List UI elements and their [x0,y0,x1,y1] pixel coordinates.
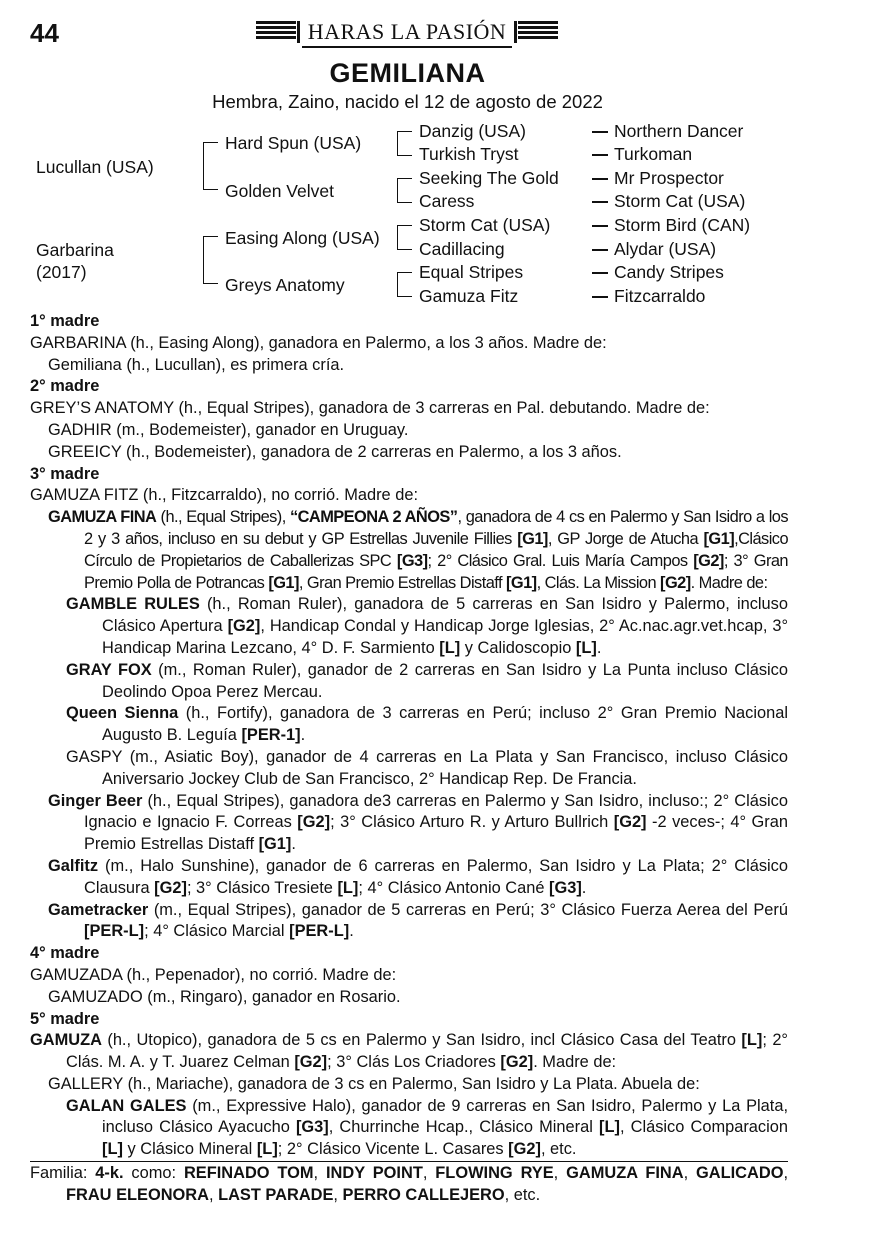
grade-badge: [L] [337,878,359,897]
grade-badge: [G1] [517,529,548,548]
grade-badge: [G2] [500,1053,534,1072]
produce-entry: GAMBLE RULES (h., Roman Ruler), ganadora de 5 carreras en San Isidro y Palermo, incluso Clásico Apertura [G2], Handicap Condal y Handicap Jorge Iglesias, 2° Ac.nac.agr.vet.hcap, 3° Handicap Marina Lezcano, 4° D. F. Sarmiento [L] y Calidoscopio [L]. [66,595,788,657]
grade-badge: [G1] [268,573,299,592]
pedigree-dash [592,225,608,227]
section-heading: 4° madre [30,944,100,963]
section-heading: 1° madre [30,312,100,330]
produce-entry: GRAY FOX (m., Roman Ruler), ganador de 2 carreras en San Isidro y La Punta incluso Clásico Deolindo Opoa Perez Mercau. [66,660,788,701]
pedigree-gen2: Greys Anatomy [225,275,345,295]
grade-badge: [L] [599,1118,620,1137]
familia-name: FRAU ELEONORA [66,1185,209,1204]
horse-name: GEMILIANA [329,58,486,88]
brand-underline [302,46,512,48]
horse-name-bold: Gametracker [48,900,149,919]
produce-record [30,311,788,1207]
pedigree-dash [592,154,608,156]
familia-number: 4-k. [95,1164,124,1183]
pedigree-bracket [397,131,412,156]
produce-entry: Gametracker (m., Equal Stripes), ganador de 5 carreras en Perú; 3° Clásico Fuerza Aerea del Perú [PER-L]; 4° Clásico Marcial [PER-L]. [48,900,788,941]
pedigree-bracket [397,272,412,297]
pedigree-bracket [397,178,412,203]
pedigree-dash [592,272,608,274]
produce-entry: Galfitz (m., Halo Sunshine), ganador de 6 carreras en Palermo, San Isidro y La Plata; 2° Clásico Clausura [G2]; 3° Clásico Tresiete [L]; 4° Clásico Antonio Cané [G3]. [48,856,788,897]
pedigree-gen4: Storm Cat (USA) [614,191,746,211]
grade-badge: [L] [439,638,461,657]
pedigree-gen3: Seeking The Gold [419,168,559,188]
produce-entry: GAMUZADO (m., Ringaro), ganador en Rosario. [48,987,401,1006]
grade-badge: [G1] [703,529,735,548]
pedigree-gen3: Turkish Tryst [419,144,519,164]
grade-badge: [G3] [396,551,428,570]
pedigree-gen4: Storm Bird (CAN) [614,215,751,235]
grade-badge: [G2] [227,617,261,636]
grade-badge: [G2] [297,813,331,832]
grade-badge: [G2] [294,1053,328,1072]
pedigree-sire: Lucullan (USA) [36,157,154,177]
pedigree-gen4: Northern Dancer [614,121,744,141]
pedigree-gen4: Candy Stripes [614,262,724,282]
grade-badge: [G3] [549,878,582,897]
produce-entry: GREEICY (h., Bodemeister), ganadora de 2 carreras en Palermo, a los 3 años. [48,442,622,461]
horse-name-bold: GRAY FOX [66,660,152,679]
horse-name-bold: Queen Sienna [66,704,179,723]
pedigree-gen2: Hard Spun (USA) [225,133,362,153]
pedigree-gen4: Turkoman [614,144,693,164]
horse-name-bold: GAMUZA FINA [48,508,157,527]
produce-entry: GALAN GALES (m., Expressive Halo), ganador de 9 carreras en San Isidro, Palermo y La Plata, incluso Clásico Ayacucho [G3], Churrinche Hcap., Clásico Mineral [L], Clásico Comparacion [L] y Clásico Mineral [L]; 2° Clásico Vicente L. Casares [G2], etc. [66,1096,788,1159]
pedigree-gen4: Fitzcarraldo [614,286,706,306]
familia-name: REFINADO TOM [183,1164,314,1183]
section-heading: 3° madre [30,464,100,483]
brand-header [256,18,558,50]
produce-entry: GASPY (m., Asiatic Boy), ganador de 4 carreras en La Plata y San Francisco, incluso Clásico Aniversario Jockey Club de San Francisco, 2° Handicap Rep. De Francia. [66,747,788,788]
champion-title: “CAMPEONA 2 AÑOS” [289,508,458,527]
produce-entry: Ginger Beer (h., Equal Stripes), ganadora de3 carreras en Palermo y San Isidro, incluso:; 2° Clásico Ignacio e Ignacio F. Correas [G2]; 3° Clásico Arturo R. y Arturo Bullrich [G2] -2 veces-; 4° Gran Premio Estrellas Distaff [G1]. [48,791,788,854]
pedigree-gen3: Caress [419,191,475,211]
pedigree-gen3: Storm Cat (USA) [419,215,551,235]
dam-entry: GAMUZA (h., Utopico), ganadora de 5 cs en Palermo y San Isidro, incl Clásico Casa del Teatro [L]; 2° Clás. M. A. y T. Juarez Celman [G2]; 3° Clás Los Criadores [G2]. Madre de: [30,1031,788,1072]
horse-name-bold: GAMBLE RULES [66,595,200,614]
grade-badge: [G3] [295,1118,329,1137]
horse-subtitle: Hembra, Zaino, nacido el 12 de agosto de 2022 [212,91,603,112]
grade-badge: [G2] [660,573,691,592]
pedigree-dam-year: (2017) [36,262,87,282]
familia-name: GAMUZA FINA [566,1164,684,1183]
familia-name: PERRO CALLEJERO [342,1185,505,1204]
pedigree-gen3: Gamuza Fitz [419,286,519,306]
pedigree-dam: Garbarina [36,240,114,260]
grade-badge: [G2] [613,813,647,832]
pedigree-dash [592,131,608,133]
grade-badge: [G1] [506,573,537,592]
pedigree-gen4: Mr Prospector [614,168,724,188]
grade-badge: [G2] [693,551,724,570]
grade-badge: [PER-1] [241,726,301,745]
produce-entry: GAMUZA FINA (h., Equal Stripes), “CAMPEONA 2 AÑOS”, ganadora de 4 cs en Palermo y San Isidro a los 2 y 3 años, incluso en su debut y GP Estrellas Juvenile Fillies [G1], GP Jorge de Atucha [G1],Clásico Círculo de Propietarios de Caballerizas SPC [G3]; 2° Clásico Gral. Luis María Campos [G2]; 3° Gran Premio Polla de Potrancas [G1], Gran Premio Estrellas Distaff [G1], Clás. La Mission [G2]. Madre de: [48,508,789,592]
grade-badge: [G2] [154,878,187,897]
produce-entry: GALLERY (h., Mariache), ganadora de 3 cs en Palermo, San Isidro y La Plata. Abuela de: [48,1074,700,1093]
brand-ornament-left [256,21,296,43]
pedigree-dash [592,178,608,180]
grade-badge: [L] [256,1140,278,1159]
grade-badge: [L] [102,1140,123,1159]
pedigree-bracket [203,236,218,284]
familia-line: Familia: 4-k. como: REFINADO TOM, INDY POINT, FLOWING RYE, GAMUZA FINA, GALICADO, FRAU ELEONORA, LAST PARADE, PERRO CALLEJERO, etc. [30,1161,788,1207]
grade-badge: [L] [575,638,597,657]
horse-name-bold: Galfitz [48,856,99,875]
section-heading: 2° madre [30,377,100,396]
brand-ornament-right [518,21,558,43]
brand-name: HARAS LA PASIÓN [307,19,507,44]
pedigree-gen3: Equal Stripes [419,262,524,282]
produce-entry: Queen Sienna (h., Fortify), ganadora de 3 carreras en Perú; incluso 2° Gran Premio Nacional Augusto B. Leguía [PER-1]. [66,704,788,745]
grade-badge: [L] [741,1031,763,1050]
section-heading: 5° madre [30,1009,100,1028]
horse-name-bold: Ginger Beer [48,791,143,810]
dam-entry: GAMUZADA (h., Pepenador), no corrió. Madre de: [30,965,397,984]
dam-entry: GARBARINA (h., Easing Along), ganadora en Palermo, a los 3 años. Madre de: [30,333,607,352]
dam-entry: GREY’S ANATOMY (h., Equal Stripes), ganadora de 3 carreras en Pal. debutando. Madre de: [30,399,710,418]
grade-badge: [PER-L] [289,922,350,941]
pedigree-gen4: Alydar (USA) [614,239,717,259]
pedigree-bracket [397,225,412,250]
horse-name-bold: GALAN GALES [66,1096,187,1115]
pedigree-gen3: Danzig (USA) [419,121,526,141]
pedigree-gen2: Golden Velvet [225,181,334,201]
pedigree-gen2: Easing Along (USA) [225,228,380,248]
familia-name: FLOWING RYE [435,1164,554,1183]
pedigree-bracket [203,142,218,190]
produce-entry: GADHIR (m., Bodemeister), ganador en Uruguay. [48,420,409,439]
familia-name: INDY POINT [326,1164,423,1183]
dam-entry: GAMUZA FITZ (h., Fitzcarraldo), no corrió. Madre de: [30,486,419,505]
horse-name-bold: GAMUZA [30,1031,102,1050]
pedigree-dash [592,201,608,203]
produce-entry: Gemiliana (h., Lucullan), es primera cría. [48,355,345,374]
grade-badge: [PER-L] [84,922,145,941]
grade-badge: [G2] [508,1140,541,1159]
grade-badge: [G1] [258,835,292,854]
familia-name: LAST PARADE [218,1185,334,1204]
familia-name: GALICADO [696,1164,784,1183]
page-number: 44 [30,18,59,48]
pedigree-dash [592,296,608,298]
pedigree-dash [592,249,608,251]
pedigree-gen3: Cadillacing [419,239,505,259]
